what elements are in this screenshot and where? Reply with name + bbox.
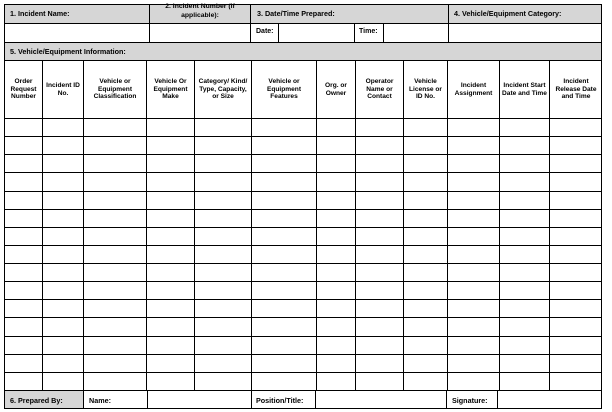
vehicle-category-label: 4. Vehicle/Equipment Category: <box>454 9 562 18</box>
table-cell[interactable] <box>252 318 316 335</box>
divider <box>83 390 84 409</box>
column-header: Vehicle License or ID No. <box>409 78 442 101</box>
column-header: Vehicle or Equipment Features <box>266 78 302 101</box>
table-cell[interactable] <box>550 228 602 245</box>
table-cell[interactable] <box>84 337 146 354</box>
table-row <box>4 354 602 372</box>
table-cell[interactable] <box>500 264 549 281</box>
table-cell[interactable] <box>500 192 549 209</box>
table-cell[interactable] <box>550 355 602 372</box>
table-cell[interactable] <box>147 318 194 335</box>
table-cell[interactable] <box>43 282 83 299</box>
table-row <box>4 299 602 317</box>
table-cell[interactable] <box>356 137 403 154</box>
table-cell[interactable] <box>550 373 602 390</box>
table-cell[interactable] <box>195 210 251 227</box>
table-cell[interactable] <box>317 318 355 335</box>
table-cell[interactable] <box>448 318 499 335</box>
table-cell[interactable] <box>84 228 146 245</box>
position-title-field[interactable] <box>316 391 445 408</box>
table-row <box>4 245 602 263</box>
table-cell[interactable] <box>404 119 447 136</box>
table-cell[interactable] <box>404 137 447 154</box>
table-cell[interactable] <box>5 173 42 190</box>
table-cell[interactable] <box>5 373 42 390</box>
table-cell[interactable] <box>252 210 316 227</box>
signature-field[interactable] <box>498 391 601 408</box>
table-cell[interactable] <box>147 210 194 227</box>
table-cell[interactable] <box>404 264 447 281</box>
table-cell[interactable] <box>5 282 42 299</box>
table-cell[interactable] <box>448 337 499 354</box>
table-cell[interactable] <box>5 337 42 354</box>
date-label: Date: <box>256 28 274 35</box>
table-cell[interactable] <box>195 192 251 209</box>
table-cell[interactable] <box>43 228 83 245</box>
table-cell[interactable] <box>84 137 146 154</box>
column-header: Incident Assignment <box>454 82 493 97</box>
table-cell[interactable] <box>356 282 403 299</box>
table-cell[interactable] <box>356 300 403 317</box>
table-cell[interactable] <box>317 373 355 390</box>
table-cell[interactable] <box>84 246 146 263</box>
table-cell[interactable] <box>550 318 602 335</box>
table-cell[interactable] <box>195 119 251 136</box>
table-cell[interactable] <box>317 155 355 172</box>
table-cell[interactable] <box>5 192 42 209</box>
table-cell[interactable] <box>84 173 146 190</box>
table-cell[interactable] <box>43 264 83 281</box>
table-cell[interactable] <box>5 155 42 172</box>
table-cell[interactable] <box>500 318 549 335</box>
position-title-label: Position/Title: <box>256 396 304 405</box>
table-cell[interactable] <box>500 155 549 172</box>
table-cell[interactable] <box>404 282 447 299</box>
table-cell[interactable] <box>43 337 83 354</box>
table-cell[interactable] <box>404 355 447 372</box>
table-cell[interactable] <box>448 282 499 299</box>
table-cell[interactable] <box>317 137 355 154</box>
table-row <box>4 281 602 299</box>
table-cell[interactable] <box>43 246 83 263</box>
table-cell[interactable] <box>43 355 83 372</box>
table-row <box>4 209 602 227</box>
table-cell[interactable] <box>5 119 42 136</box>
table-cell[interactable] <box>404 210 447 227</box>
table-cell[interactable] <box>550 210 602 227</box>
table-cell[interactable] <box>147 246 194 263</box>
name-label: Name: <box>89 396 111 405</box>
table-cell[interactable] <box>84 300 146 317</box>
column-header: Incident ID No. <box>46 82 80 97</box>
table-cell[interactable] <box>404 228 447 245</box>
table-cell[interactable] <box>448 210 499 227</box>
table-cell[interactable] <box>252 228 316 245</box>
table-row <box>4 172 602 190</box>
table-cell[interactable] <box>448 246 499 263</box>
table-cell[interactable] <box>500 282 549 299</box>
table-cell[interactable] <box>550 192 602 209</box>
table-row <box>4 263 602 281</box>
table-cell[interactable] <box>448 373 499 390</box>
table-cell[interactable] <box>356 337 403 354</box>
table-cell[interactable] <box>356 355 403 372</box>
table-cell[interactable] <box>356 210 403 227</box>
table-cell[interactable] <box>317 282 355 299</box>
table-cell[interactable] <box>84 318 146 335</box>
table-row <box>4 372 602 390</box>
table-cell[interactable] <box>404 373 447 390</box>
table-cell[interactable] <box>147 119 194 136</box>
table-cell[interactable] <box>147 192 194 209</box>
table-cell[interactable] <box>84 373 146 390</box>
table-cell[interactable] <box>147 264 194 281</box>
table-cell[interactable] <box>550 300 602 317</box>
table-cell[interactable] <box>43 119 83 136</box>
table-cell[interactable] <box>252 282 316 299</box>
table-cell[interactable] <box>500 228 549 245</box>
table-cell[interactable] <box>317 337 355 354</box>
divider <box>251 390 252 409</box>
time-field[interactable] <box>384 24 447 41</box>
incident-name-field[interactable] <box>5 24 148 41</box>
table-cell[interactable] <box>195 173 251 190</box>
table-cell[interactable] <box>550 337 602 354</box>
table-cell[interactable] <box>317 264 355 281</box>
table-cell[interactable] <box>147 228 194 245</box>
table-cell[interactable] <box>195 373 251 390</box>
table-cell[interactable] <box>43 210 83 227</box>
table-cell[interactable] <box>500 246 549 263</box>
table-cell[interactable] <box>147 282 194 299</box>
table-cell[interactable] <box>317 210 355 227</box>
table-cell[interactable] <box>550 282 602 299</box>
table-row <box>4 118 602 136</box>
table-cell[interactable] <box>550 246 602 263</box>
table-cell[interactable] <box>448 173 499 190</box>
table-cell[interactable] <box>550 155 602 172</box>
table-cell[interactable] <box>404 155 447 172</box>
table-row <box>4 227 602 245</box>
table-cell[interactable] <box>317 228 355 245</box>
table-cell[interactable] <box>252 337 316 354</box>
table-cell[interactable] <box>195 137 251 154</box>
table-cell[interactable] <box>84 264 146 281</box>
table-cell[interactable] <box>356 318 403 335</box>
divider <box>446 390 447 409</box>
column-header: Category/ Kind/ Type, Capacity, or Size <box>198 78 248 101</box>
incident-number-field[interactable] <box>150 24 249 41</box>
table-cell[interactable] <box>84 192 146 209</box>
table-cell[interactable] <box>84 119 146 136</box>
table-cell[interactable] <box>500 337 549 354</box>
table-cell[interactable] <box>500 173 549 190</box>
table-cell[interactable] <box>252 155 316 172</box>
table-cell[interactable] <box>500 137 549 154</box>
table-cell[interactable] <box>500 119 549 136</box>
table-cell[interactable] <box>147 337 194 354</box>
table-cell[interactable] <box>252 119 316 136</box>
table-cell[interactable] <box>500 210 549 227</box>
date-time-prepared-label: 3. Date/Time Prepared: <box>257 9 335 18</box>
table-cell[interactable] <box>356 246 403 263</box>
table-cell[interactable] <box>317 173 355 190</box>
table-cell[interactable] <box>252 173 316 190</box>
table-cell[interactable] <box>43 137 83 154</box>
table-cell[interactable] <box>43 155 83 172</box>
table-row <box>4 154 602 172</box>
table-cell[interactable] <box>43 173 83 190</box>
table-cell[interactable] <box>448 264 499 281</box>
prepared-by-label: 6. Prepared By: <box>10 396 63 405</box>
column-header: Org. or Owner <box>325 82 347 97</box>
table-cell[interactable] <box>317 355 355 372</box>
column-header: Incident Start Date and Time <box>502 82 547 97</box>
table-cell[interactable] <box>43 318 83 335</box>
table-cell[interactable] <box>5 210 42 227</box>
table-cell[interactable] <box>43 373 83 390</box>
incident-name-label: 1. Incident Name: <box>10 9 70 18</box>
table-cell[interactable] <box>5 137 42 154</box>
table-row <box>4 336 602 354</box>
table-cell[interactable] <box>317 119 355 136</box>
table-cell[interactable] <box>500 300 549 317</box>
section5-label: 5. Vehicle/Equipment Information: <box>10 47 126 56</box>
table-cell[interactable] <box>448 137 499 154</box>
date-field[interactable] <box>279 24 353 41</box>
table-cell[interactable] <box>252 373 316 390</box>
table-cell[interactable] <box>252 264 316 281</box>
table-cell[interactable] <box>448 228 499 245</box>
table-cell[interactable] <box>195 337 251 354</box>
table-cell[interactable] <box>448 300 499 317</box>
table-cell[interactable] <box>404 246 447 263</box>
table-cell[interactable] <box>252 192 316 209</box>
table-cell[interactable] <box>195 282 251 299</box>
table-cell[interactable] <box>404 300 447 317</box>
table-cell[interactable] <box>404 318 447 335</box>
table-cell[interactable] <box>147 173 194 190</box>
table-cell[interactable] <box>356 155 403 172</box>
table-cell[interactable] <box>5 355 42 372</box>
table-cell[interactable] <box>550 173 602 190</box>
table-cell[interactable] <box>356 119 403 136</box>
table-cell[interactable] <box>404 192 447 209</box>
table-cell[interactable] <box>252 137 316 154</box>
column-header: Vehicle or Equipment Classification <box>93 78 137 101</box>
table-cell[interactable] <box>84 155 146 172</box>
column-header: Operator Name or Contact <box>365 78 394 101</box>
table-cell[interactable] <box>356 228 403 245</box>
table-cell[interactable] <box>550 264 602 281</box>
table-cell[interactable] <box>404 337 447 354</box>
column-header: Incident Release Date and Time <box>555 78 597 101</box>
table-cell[interactable] <box>550 119 602 136</box>
table-cell[interactable] <box>317 246 355 263</box>
table-cell[interactable] <box>500 355 549 372</box>
table-cell[interactable] <box>500 373 549 390</box>
time-label: Time: <box>359 28 378 35</box>
signature-label: Signature: <box>452 396 488 405</box>
table-cell[interactable] <box>317 300 355 317</box>
table-cell[interactable] <box>195 246 251 263</box>
table-cell[interactable] <box>147 373 194 390</box>
table-cell[interactable] <box>195 155 251 172</box>
table-cell[interactable] <box>147 137 194 154</box>
incident-number-label: 2. Incident Number (if applicable): <box>165 3 235 19</box>
table-cell[interactable] <box>550 137 602 154</box>
table-cell[interactable] <box>5 318 42 335</box>
table-cell[interactable] <box>5 246 42 263</box>
table-cell[interactable] <box>195 228 251 245</box>
table-cell[interactable] <box>252 246 316 263</box>
table-cell[interactable] <box>317 192 355 209</box>
table-cell[interactable] <box>356 192 403 209</box>
table-cell[interactable] <box>5 228 42 245</box>
table-cell[interactable] <box>5 300 42 317</box>
table-cell[interactable] <box>448 355 499 372</box>
table-cell[interactable] <box>84 282 146 299</box>
table-cell[interactable] <box>84 355 146 372</box>
table-row <box>4 191 602 209</box>
table-row <box>4 136 602 154</box>
table-cell[interactable] <box>147 300 194 317</box>
table-cell[interactable] <box>356 173 403 190</box>
column-header: Order Request Number <box>10 78 37 101</box>
table-cell[interactable] <box>147 155 194 172</box>
table-cell[interactable] <box>448 192 499 209</box>
table-cell[interactable] <box>195 264 251 281</box>
table-cell[interactable] <box>147 355 194 372</box>
vehicle-category-field[interactable] <box>449 24 601 41</box>
table-cell[interactable] <box>448 155 499 172</box>
table-cell[interactable] <box>252 300 316 317</box>
table-cell[interactable] <box>252 355 316 372</box>
table-cell[interactable] <box>84 210 146 227</box>
table-cell[interactable] <box>448 119 499 136</box>
table-cell[interactable] <box>43 300 83 317</box>
table-cell[interactable] <box>5 264 42 281</box>
table-cell[interactable] <box>195 300 251 317</box>
name-field[interactable] <box>148 391 250 408</box>
table-row <box>4 317 602 335</box>
table-cell[interactable] <box>43 192 83 209</box>
column-header: Vehicle Or Equipment Make <box>153 78 188 101</box>
table-cell[interactable] <box>195 355 251 372</box>
table-cell[interactable] <box>404 173 447 190</box>
table-cell[interactable] <box>356 264 403 281</box>
divider <box>354 23 355 42</box>
table-cell[interactable] <box>195 318 251 335</box>
table-cell[interactable] <box>356 373 403 390</box>
